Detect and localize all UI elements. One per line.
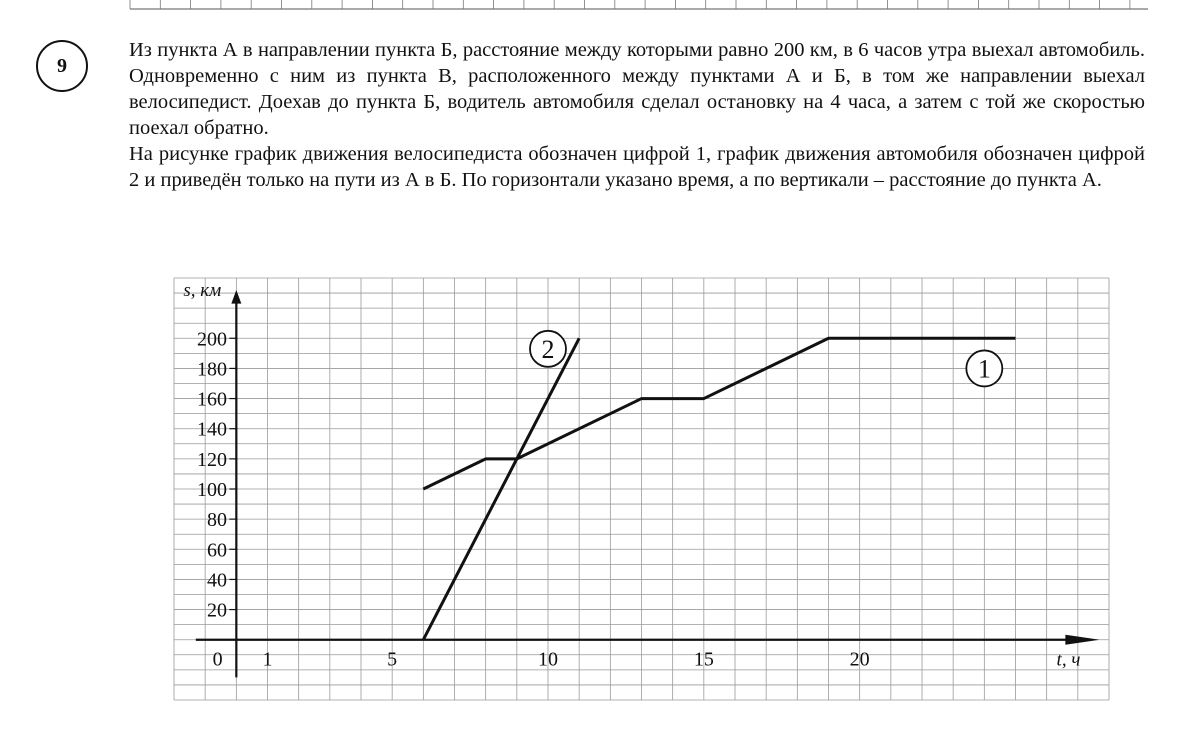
y-tick-label: 200 bbox=[196, 328, 227, 351]
y-tick-label: 140 bbox=[196, 418, 227, 441]
series-1-label: 1 bbox=[977, 354, 991, 384]
y-tick-label: 20 bbox=[206, 599, 227, 622]
x-tick-label: 0 bbox=[212, 648, 223, 671]
y-tick-label: 120 bbox=[196, 448, 227, 471]
x-tick-label: 20 bbox=[849, 648, 870, 671]
y-tick-label: 80 bbox=[206, 509, 227, 532]
x-tick-label: 1 bbox=[262, 648, 273, 671]
question-paragraph-1: Из пункта А в направлении пункта Б, расстояние между которыми равно 200 км, в 6 часов утра выехал автомобиль. Одновременно с ним из пункта В, расположенного между пунктами А и Б, в том же направлении выехал велосипедист. Доехав до пункта Б, водитель автомобиля сделал остановку на 4 часа, а затем с той же скоростью поехал обратно. bbox=[129, 39, 1145, 139]
question-number-text: 9 bbox=[57, 54, 67, 77]
chart-grid bbox=[174, 278, 1109, 700]
y-tick-label: 160 bbox=[196, 388, 227, 411]
x-axis-arrow bbox=[1065, 635, 1099, 645]
y-tick-label: 180 bbox=[196, 358, 227, 381]
y-tick-label: 60 bbox=[206, 539, 227, 562]
y-tick-label: 40 bbox=[206, 569, 227, 592]
series-2-label: 2 bbox=[541, 334, 555, 364]
question-paragraph-2: На рисунке график движения велосипедиста обозначен цифрой 1, график движения автомобиля обозначен цифрой 2 и приведён только на пути из А в Б. По горизонтали указано время, а по вертикали – расстояние до пункта А. bbox=[129, 143, 1145, 191]
y-axis-arrow bbox=[231, 290, 241, 304]
chart-axes bbox=[196, 290, 1100, 677]
x-axis-label: t, ч bbox=[1056, 649, 1081, 671]
y-tick-label: 100 bbox=[196, 479, 227, 501]
x-tick-label: 10 bbox=[538, 648, 558, 671]
x-tick-label: 15 bbox=[693, 648, 714, 671]
y-axis-label: s, км bbox=[183, 280, 222, 302]
x-tick-label: 5 bbox=[387, 648, 398, 671]
